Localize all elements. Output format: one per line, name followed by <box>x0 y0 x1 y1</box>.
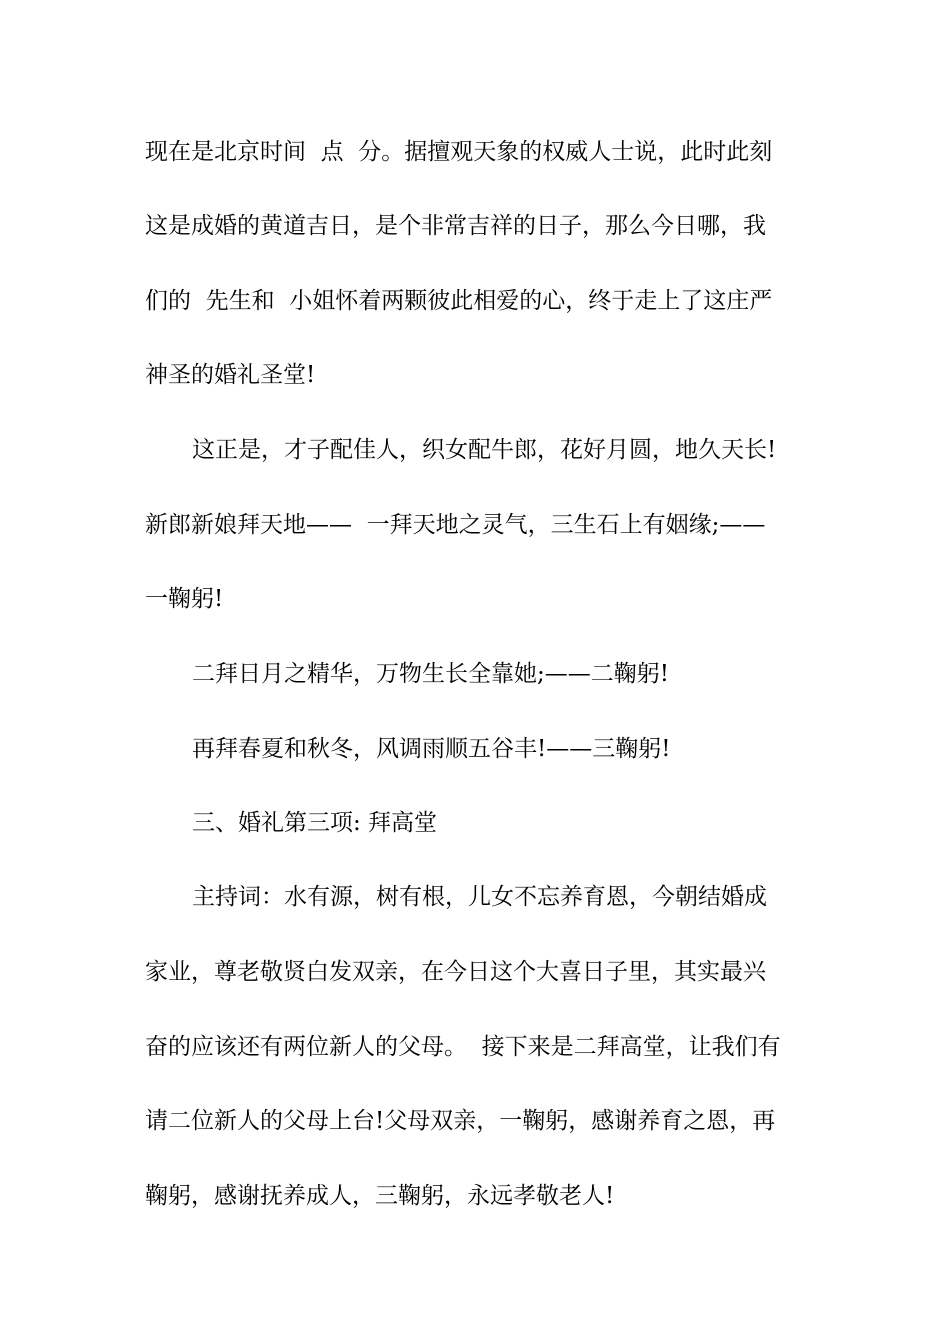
text-line-14: 请二位新人的父母上台!父母双亲，一鞠躬，感谢养育之恩，再 <box>145 1108 776 1134</box>
text-line-2: 这是成婚的黄道吉日，是个非常吉祥的日子，那么今日哪，我 <box>145 213 766 239</box>
text-line-11: 主持词：水有源，树有根，儿女不忘养育恩，今朝结婚成 <box>192 884 767 910</box>
text-line-5: 这正是，才子配佳人，织女配牛郎，花好月圆，地久天长! <box>192 437 777 463</box>
text-line-8: 二拜日月之精华，万物生长全靠她;——二鞠躬! <box>192 661 669 687</box>
text-line-9: 再拜春夏和秋冬，风调雨顺五谷丰!——三鞠躬! <box>192 736 671 762</box>
text-line-1: 现在是北京时间 点 分。据擅观天象的权威人士说，此时此刻 <box>145 139 773 165</box>
text-line-13: 奋的应该还有两位新人的父母。 接下来是二拜高堂，让我们有 <box>145 1034 781 1060</box>
section-heading: 三、婚礼第三项: 拜高堂 <box>192 810 438 836</box>
text-line-12: 家业，尊老敬贤白发双亲，在今日这个大喜日子里，其实最兴 <box>145 959 766 985</box>
text-line-3: 们的 先生和 小姐怀着两颗彼此相爱的心，终于走上了这庄严 <box>145 288 773 314</box>
text-line-7: 一鞠躬! <box>145 586 224 612</box>
text-line-6: 新郎新娘拜天地—— 一拜天地之灵气，三生石上有姻缘;—— <box>145 512 766 538</box>
text-line-15: 鞠躬，感谢抚养成人，三鞠躬，永远孝敬老人! <box>145 1183 615 1209</box>
text-line-4: 神圣的婚礼圣堂! <box>145 362 316 388</box>
